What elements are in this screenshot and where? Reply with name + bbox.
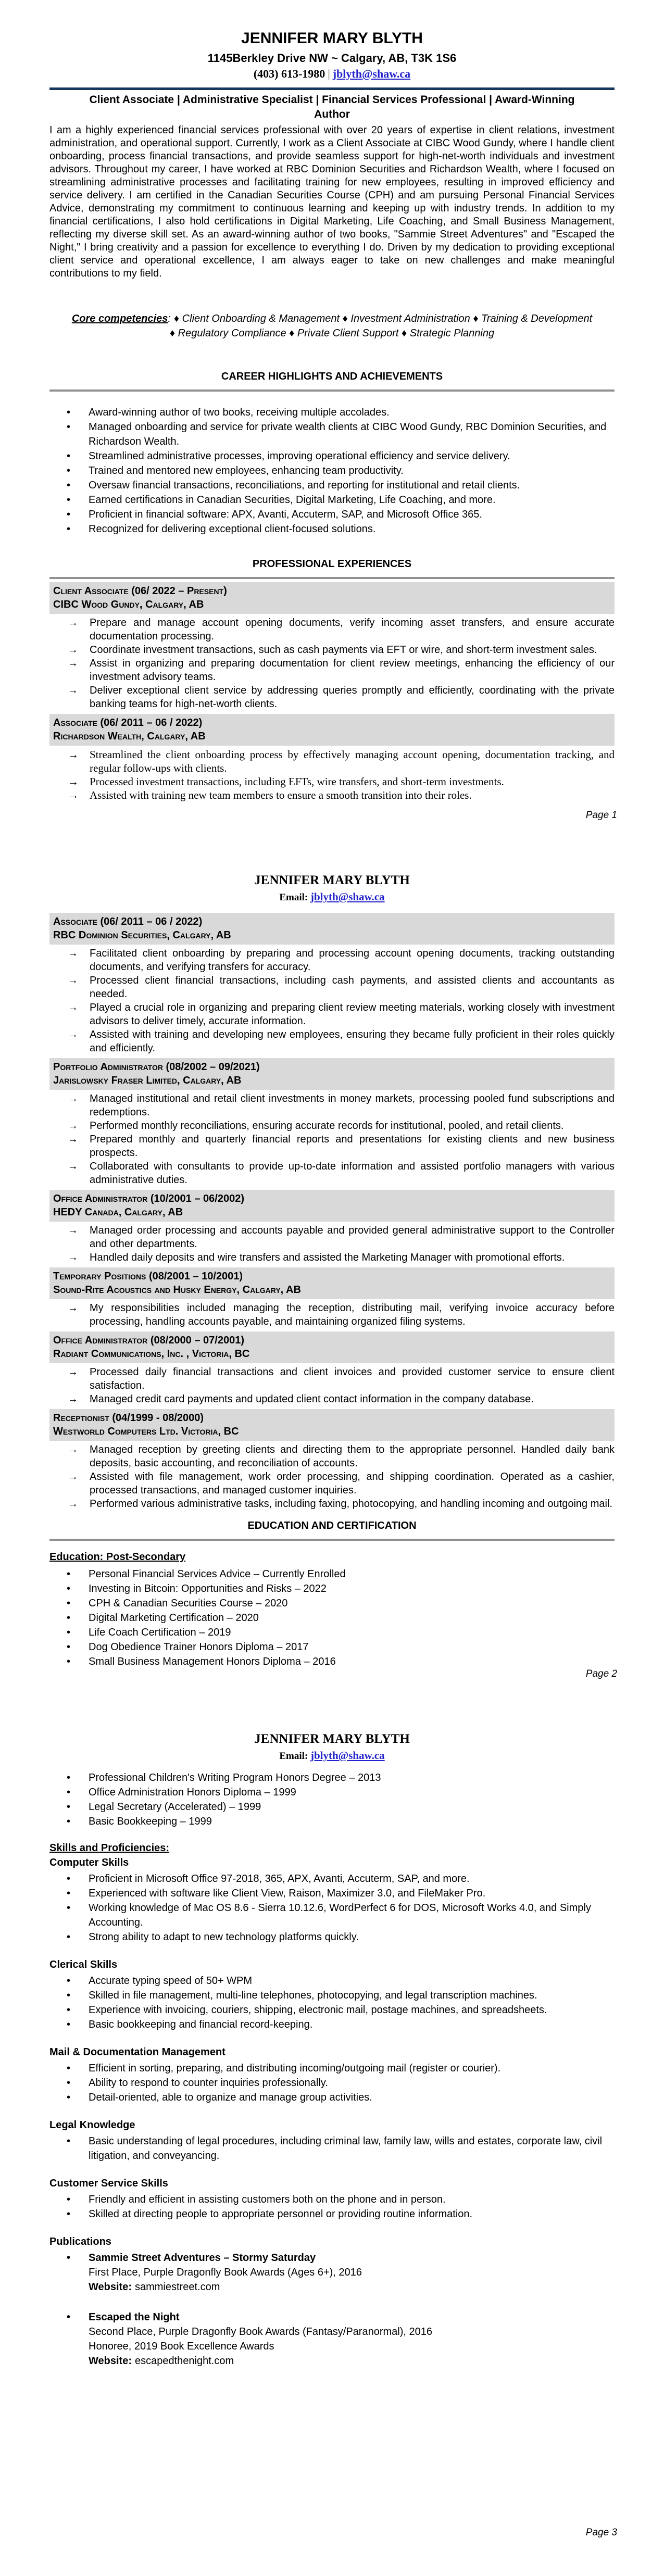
list-item (49, 1160, 615, 1187)
job-company: RBC Dominion Securities, Calgary, AB (53, 929, 231, 941)
list-item (49, 1800, 615, 1814)
list-item (49, 1119, 615, 1133)
skill-bullet-list (49, 1974, 615, 2032)
arrow-bullet-icon: → (68, 658, 78, 669)
publication-website-row (49, 2354, 615, 2368)
arrow-bullet-icon: → (68, 1225, 78, 1236)
bullet-icon: • (67, 1598, 71, 1609)
page-title: JENNIFER MARY BLYTH (241, 30, 423, 47)
list-item (49, 748, 615, 775)
bullet-icon: • (67, 1583, 71, 1594)
skill-bullet-list (49, 1871, 615, 1944)
website-label: Website: (89, 2355, 132, 2367)
list-item (49, 1974, 615, 1988)
skill-bullet-list (49, 2192, 615, 2221)
list-item (49, 1001, 615, 1028)
bullet-text: Managed institutional and retail client investments in money markets, processing pooled fund subscriptions and redemptions. (90, 1093, 615, 1118)
bullet-icon: • (67, 1568, 71, 1580)
skill-bullet-list (49, 2134, 615, 2163)
bullet-text: Processed daily financial transactions and client invoices and provided customer service to ensure client satisfaction. (90, 1366, 615, 1391)
page-header-email (49, 1749, 615, 1763)
list-item (49, 1770, 615, 1785)
bullet-icon: • (67, 1772, 71, 1783)
arrow-bullet-icon: → (68, 1093, 78, 1104)
arrow-bullet-icon: → (68, 1120, 78, 1132)
job-company: Radiant Communications, Inc. , Victoria, BC (53, 1348, 250, 1360)
bullet-icon: • (67, 494, 71, 506)
job-header-bar (49, 1331, 615, 1363)
list-item (49, 1930, 615, 1944)
list-item (49, 493, 615, 507)
job-header-bar (49, 913, 615, 945)
skill-group (49, 2118, 615, 2163)
bullet-text: Legal Secretary (Accelerated) – 1999 (89, 1801, 261, 1813)
job-title: Temporary Positions (08/2001 – 10/2001) (53, 1271, 243, 1282)
bullet-text: Strong ability to adapt to new technology platforms quickly. (89, 1931, 359, 1943)
bullet-icon: • (67, 421, 71, 433)
list-item (49, 1301, 615, 1328)
experience-list-page1 (49, 582, 615, 802)
email-label: Email: (279, 892, 308, 903)
bullet-icon: • (67, 509, 71, 520)
section-title-professional-experiences: PROFESSIONAL EXPERIENCES (252, 558, 412, 570)
bullet-icon: • (67, 2194, 71, 2205)
bullet-text: Facilitated client onboarding by preparing and processing account opening documents, tracking outstanding documents, and verifying transfers for accuracy. (90, 948, 615, 973)
skill-group-title: Customer Service Skills (49, 2178, 168, 2189)
skill-group (49, 2045, 615, 2105)
list-item (49, 1133, 615, 1160)
list-item (49, 1392, 615, 1406)
website-label: Website: (89, 2281, 132, 2293)
bullet-text: Ability to respond to counter inquiries professionally. (89, 2077, 328, 2089)
education-list (49, 1567, 615, 1669)
skill-group (49, 1856, 615, 1944)
list-item (49, 2017, 615, 2032)
skill-bullet-list (49, 2061, 615, 2105)
job-company: Richardson Wealth, Calgary, AB (53, 731, 206, 742)
arrow-bullet-icon: → (68, 617, 78, 629)
job-title: Office Administrator (08/2000 – 07/2001) (53, 1335, 244, 1346)
bullet-text: Collaborated with consultants to provide up-to-date information and assisted portfolio managers with various administrative duties. (90, 1161, 615, 1186)
bullet-text: Dog Obedience Trainer Honors Diploma – 2017 (89, 1641, 309, 1653)
list-item (49, 2076, 615, 2090)
job-company: Westworld Computers Ltd. Victoria, BC (53, 1426, 239, 1437)
bullet-text: Deliver exceptional client service by addressing queries promptly and efficiently, coordinating with the private banking teams for high-net-worth clients. (90, 685, 615, 710)
section-divider (49, 1539, 615, 1541)
page-header-name: JENNIFER MARY BLYTH (254, 873, 410, 887)
bullet-text: Trained and mentored new employees, enhancing team productivity. (89, 465, 404, 476)
list-item (49, 643, 615, 657)
bullet-icon: • (67, 1888, 71, 1899)
list-item (49, 2134, 615, 2163)
job-title: Receptionist (04/1999 - 08/2000) (53, 1412, 204, 1424)
bullet-icon: • (67, 407, 71, 418)
summary-paragraph: I am a highly experienced financial services professional with over 20 years of expertise in client relations, investment administration, and operational support. Currently, I work as a Client Associate at CIBC Wood Gundy, where I handle client onboarding, process financial transactions, and provide seamless support for high-net-worth individuals and investment advisors. Throughout my career, I have worked at RBC Dominion Securities and Richardson Wealth, where I focused on streamlining administrative processes and facilitating training for new employees, resulting in improved efficiency and service delivery. I am certified in the Canadian Securities Course (CPH) and am pursuing Personal Financial Services Advice, demonstrating my commitment to continuous learning and keeping up with industry trends. In addition to my financial certifications, I also hold certifications in Digital Marketing, Life Coaching, and Small Business Management, reflecting my diverse skill set. As an award-winning author of two books, "Sammie Street Adventures" and "Escaped the Night," I bring creativity and a passion for excellence to everything I do. Driven by my dedication to providing exceptional client service and operational excellence, I am always eager to take on new challenges and make meaningful contributions to my field. (49, 124, 615, 279)
bullet-text: Detail-oriented, able to organize and manage group activities. (89, 2092, 372, 2103)
list-item (49, 1625, 615, 1640)
job-title: Office Administrator (10/2001 – 06/2002) (53, 1193, 244, 1204)
page-header-email (49, 890, 615, 904)
list-item (49, 2192, 615, 2207)
list-item (49, 507, 615, 522)
bullet-text: Earned certifications in Canadian Securities, Digital Marketing, Life Coaching, and more. (89, 494, 496, 506)
bullet-icon: • (67, 2208, 71, 2220)
bullet-icon: • (67, 2092, 71, 2103)
list-item (49, 1224, 615, 1251)
page-header-name: JENNIFER MARY BLYTH (254, 1732, 410, 1746)
education-list-continued (49, 1770, 615, 1829)
arrow-bullet-icon: → (68, 1393, 78, 1405)
bullet-text: Basic understanding of legal procedures, including criminal law, family law, wills and estates, corporate law, civil litigation, and conveyancing. (89, 2135, 603, 2162)
job-block (49, 1409, 615, 1511)
job-title: Portfolio Administrator (08/2002 – 09/2021) (53, 1061, 260, 1073)
bullet-text: Assist in organizing and preparing documentation for client review meetings, enhancing the efficiency of our investment advisory teams. (90, 658, 615, 683)
bullet-icon: • (67, 480, 71, 491)
list-item (49, 1785, 615, 1800)
list-item (49, 2061, 615, 2076)
arrow-bullet-icon: → (68, 775, 79, 788)
bullet-text: Skilled in file management, multi-line telephones, photocopying, and legal transcription machines. (89, 1990, 537, 2001)
list-item (49, 1028, 615, 1055)
bullet-text: Experienced with software like Client View, Raison, Maximizer 3.0, and FileMaker Pro. (89, 1888, 486, 1899)
list-item (49, 974, 615, 1001)
list-item (49, 1596, 615, 1611)
list-item (49, 1886, 615, 1901)
job-duties-list (49, 1443, 615, 1511)
list-item (49, 1470, 615, 1497)
job-header-bar (49, 582, 615, 614)
skill-group-title: Legal Knowledge (49, 2119, 135, 2131)
core-competencies (49, 311, 615, 341)
job-duties-list (49, 1301, 615, 1328)
resume-page-3 (0, 1717, 664, 2576)
list-item (49, 657, 615, 684)
job-company: Jarislowsky Fraser Limited, Calgary, AB (53, 1075, 242, 1086)
bullet-text: Assisted with training and developing new employees, ensuring they became fully proficient in their roles quickly and efficiently. (90, 1029, 615, 1054)
section-title-education: EDUCATION AND CERTIFICATION (247, 1520, 417, 1531)
bullet-text: Office Administration Honors Diploma – 1999 (89, 1787, 296, 1798)
bullet-text: Prepare and manage account opening documents, verify incoming asset transfers, and ensure accurate documentation processing. (90, 617, 615, 642)
job-title: Associate (06/ 2011 – 06 / 2022) (53, 717, 203, 728)
phone-number: (403) 613-1980 (253, 67, 325, 80)
list-item (49, 1092, 615, 1119)
list-item (49, 1365, 615, 1392)
job-block (49, 1331, 615, 1406)
job-company: HEDY Canada, Calgary, AB (53, 1207, 183, 1218)
bullet-text: Prepared monthly and quarterly financial reports and presentations for existing clients and new business prospects. (90, 1134, 615, 1159)
list-item (49, 1443, 615, 1470)
bullet-text: Processed client financial transactions, including cash payments, and assisted clients and accountants as needed. (90, 975, 615, 1000)
job-duties-list (49, 748, 615, 802)
skill-group (49, 1958, 615, 2032)
bullet-text: Managed onboarding and service for private wealth clients at CIBC Wood Gundy, RBC Dominion Securities, and Richardson Wealth. (89, 421, 607, 447)
list-item (49, 2207, 615, 2221)
arrow-bullet-icon: → (68, 1444, 78, 1455)
job-header-bar (49, 1058, 615, 1090)
bullet-icon: • (67, 2311, 71, 2323)
list-item (49, 788, 615, 802)
bullet-text: My responsibilities included managing the reception, distributing mail, verifying invoice accuracy before processing, handling accounts payable, and maintaining organized filing systems. (90, 1302, 615, 1327)
publication-website-row (49, 2280, 615, 2294)
resume-page-2 (0, 859, 664, 1717)
list-item (49, 2090, 615, 2105)
bullet-text: Performed monthly reconciliations, ensuring accurate records for institutional, pooled, and retail clients. (90, 1120, 564, 1132)
bullet-text: Recognized for delivering exceptional client-focused solutions. (89, 523, 376, 535)
list-item (49, 2003, 615, 2017)
publication-item (49, 2310, 615, 2368)
job-block (49, 1190, 615, 1264)
list-item (49, 616, 615, 643)
list-item (49, 1581, 615, 1596)
bullet-icon: • (67, 450, 71, 462)
list-item (49, 1640, 615, 1654)
skill-group-title: Clerical Skills (49, 1959, 118, 1970)
bullet-text: Proficient in financial software: APX, Avanti, Accuterm, SAP, and Microsoft Office 365. (89, 509, 482, 520)
bullet-text: Oversaw financial transactions, reconciliations, and reporting for institutional and retail clients. (89, 480, 520, 491)
bullet-text: Skilled at directing people to appropriate personnel or providing routine information. (89, 2208, 473, 2220)
bullet-icon: • (67, 2077, 71, 2089)
bullet-text: Efficient in sorting, preparing, and distributing incoming/outgoing mail (register or courier). (89, 2063, 501, 2074)
bullet-text: Accurate typing speed of 50+ WPM (89, 1975, 253, 1987)
bullet-icon: • (67, 1801, 71, 1813)
bullet-text: Basic bookkeeping and financial record-keeping. (89, 2019, 313, 2030)
publication-detail: First Place, Purple Dragonfly Book Awards (Ages 6+), 2016 (89, 2267, 362, 2278)
bullet-text: Basic Bookkeeping – 1999 (89, 1816, 212, 1827)
skill-group-title: Mail & Documentation Management (49, 2046, 225, 2058)
bullet-text: Performed various administrative tasks, including faxing, photocopying, and handling incoming and outgoing mail. (90, 1498, 612, 1510)
list-item (49, 1871, 615, 1886)
bullet-text: Investing in Bitcoin: Opportunities and Risks – 2022 (89, 1583, 327, 1594)
job-block (49, 1058, 615, 1187)
list-item (49, 1988, 615, 2003)
list-item (49, 1497, 615, 1511)
bullet-text: Experience with invoicing, couriers, shipping, electronic mail, postage machines, and spreadsheets. (89, 2004, 547, 2016)
website-value: escapedthenight.com (134, 2355, 234, 2367)
bullet-text: Handled daily deposits and wire transfers and assisted the Marketing Manager with promotional efforts. (90, 1252, 565, 1263)
job-header-bar (49, 1267, 615, 1299)
job-header-bar (49, 714, 615, 746)
bullet-text: Assisted with training new team members to ensure a smooth transition into their roles. (90, 789, 472, 801)
section-divider (49, 577, 615, 579)
job-title: Associate (06/ 2011 – 06 / 2022) (53, 916, 203, 927)
job-duties-list (49, 1092, 615, 1187)
list-item (49, 775, 615, 788)
list-item (49, 684, 615, 711)
publication-title: Escaped the Night (89, 2311, 180, 2323)
bullet-icon: • (67, 1787, 71, 1798)
list-item (49, 1901, 615, 1930)
job-duties-list (49, 616, 615, 711)
bullet-icon: • (67, 1990, 71, 2001)
email-link[interactable]: jblyth@shaw.ca (310, 1749, 385, 1762)
bullet-text: Working knowledge of Mac OS 8.6 - Sierra 10.12.6, WordPerfect 6 for DOS, Microsoft Works 4.0, and Simply Accounting. (89, 1902, 591, 1928)
skill-group (49, 2177, 615, 2221)
bullet-text: Managed credit card payments and updated client contact information in the company database. (90, 1393, 534, 1405)
skill-group-title: Computer Skills (49, 1857, 129, 1868)
website-value: sammiestreet.com (134, 2281, 220, 2293)
bullet-icon: • (67, 1612, 71, 1624)
bullet-icon: • (67, 1975, 71, 1987)
job-duties-list (49, 947, 615, 1055)
publication-detail: Honoree, 2019 Book Excellence Awards (89, 2341, 274, 2352)
list-item (49, 522, 615, 536)
list-item (49, 1567, 615, 1581)
core-competencies-line2: ♦ Regulatory Compliance ♦ Private Client Support ♦ Strategic Planning (169, 328, 495, 339)
address-line: 1145Berkley Drive NW ~ Calgary, AB, T3K 1S6 (207, 52, 457, 65)
list-item (49, 463, 615, 478)
job-company: CIBC Wood Gundy, Calgary, AB (53, 599, 204, 610)
bullet-icon: • (67, 2135, 71, 2147)
email-link[interactable]: jblyth@shaw.ca (310, 890, 385, 903)
bullet-icon: • (67, 2004, 71, 2016)
bullet-icon: • (67, 523, 71, 535)
bullet-text: Assisted with file management, work order processing, and shipping coordination. Operated as a cashier, processed transactions, and managed customer inquiries. (90, 1471, 615, 1496)
list-item (49, 1251, 615, 1264)
arrow-bullet-icon: → (68, 1252, 78, 1263)
skill-groups (49, 1856, 615, 2221)
list-item (49, 405, 615, 420)
arrow-bullet-icon: → (68, 948, 78, 959)
bullet-icon: • (67, 1902, 71, 1914)
core-competencies-colon: : (168, 313, 171, 324)
job-header-bar (49, 1190, 615, 1222)
publication-item (49, 2251, 615, 2294)
section-divider (49, 389, 615, 392)
arrow-bullet-icon: → (68, 1302, 78, 1314)
email-label: Email: (279, 1751, 308, 1762)
experience-list-page2 (49, 913, 615, 1511)
bullet-text: Processed investment transactions, including EFTs, wire transfers, and short-term investments. (90, 775, 504, 788)
page-number: Page 1 (585, 810, 617, 821)
bullet-text: Award-winning author of two books, receiving multiple accolades. (89, 407, 390, 418)
bullet-text: Coordinate investment transactions, such as cash payments via EFT or wire, and short-term investment sales. (90, 644, 597, 656)
job-header-bar (49, 1409, 615, 1441)
bullet-icon: • (67, 1816, 71, 1827)
job-block (49, 714, 615, 802)
arrow-bullet-icon: → (68, 748, 79, 761)
arrow-bullet-icon: → (68, 644, 78, 656)
page-number: Page 2 (585, 1668, 617, 1679)
arrow-bullet-icon: → (68, 1002, 78, 1013)
publication-detail: Second Place, Purple Dragonfly Book Awards (Fantasy/Paranormal), 2016 (89, 2326, 432, 2338)
publication-details (49, 2324, 615, 2354)
job-title: Client Associate (06/ 2022 – Present) (53, 585, 227, 597)
bullet-text: Personal Financial Services Advice – Currently Enrolled (89, 1568, 346, 1580)
career-highlights-list (49, 405, 615, 536)
bullet-icon: • (67, 2019, 71, 2030)
list-item (49, 1654, 615, 1669)
list-item (49, 420, 615, 449)
bullet-text: Played a crucial role in organizing and preparing client review meeting materials, working closely with investment advisors to deliver timely, accurate information. (90, 1002, 615, 1027)
list-item (49, 1814, 615, 1829)
education-subheading: Education: Post-Secondary (49, 1551, 186, 1563)
bullet-icon: • (67, 1873, 71, 1884)
section-title-career-highlights: CAREER HIGHLIGHTS AND ACHIEVEMENTS (221, 371, 443, 382)
email-link[interactable]: jblyth@shaw.ca (332, 67, 411, 80)
list-item (49, 1611, 615, 1625)
bullet-text: Managed order processing and accounts payable and provided general administrative support to the Controller and other departments. (90, 1225, 615, 1250)
page-number: Page 3 (585, 2527, 617, 2538)
list-item (49, 449, 615, 463)
arrow-bullet-icon: → (68, 1161, 78, 1172)
publication-details (49, 2265, 615, 2280)
arrow-bullet-icon: → (68, 1366, 78, 1378)
bullet-text: Friendly and efficient in assisting customers both on the phone and in person. (89, 2194, 446, 2205)
contact-line (49, 67, 615, 81)
job-block (49, 582, 615, 711)
arrow-bullet-icon: → (68, 1471, 78, 1482)
resume-page-1 (0, 0, 664, 859)
bullet-icon: • (67, 2252, 71, 2264)
arrow-bullet-icon: → (68, 685, 78, 696)
publication-title-row (49, 2310, 615, 2324)
arrow-bullet-icon: → (68, 1029, 78, 1040)
skills-heading: Skills and Proficiencies: (49, 1842, 170, 1854)
bullet-icon: • (67, 1641, 71, 1653)
publication-title: Sammie Street Adventures – Stormy Saturday (89, 2252, 316, 2264)
publications-list (49, 2251, 615, 2368)
bullet-text: Small Business Management Honors Diploma – 2016 (89, 1656, 336, 1667)
job-duties-list (49, 1224, 615, 1264)
job-company: Sound-Rite Acoustics and Husky Energy, Calgary, AB (53, 1284, 301, 1296)
core-competencies-label: Core competencies (71, 313, 168, 324)
arrow-bullet-icon: → (68, 1134, 78, 1145)
bullet-text: Digital Marketing Certification – 2020 (89, 1612, 259, 1624)
bullet-icon: • (67, 2063, 71, 2074)
header-divider (49, 87, 615, 90)
professional-tagline: Client Associate | Administrative Specialist | Financial Services Professional | Award-Winning Author (89, 94, 575, 120)
arrow-bullet-icon: → (68, 1498, 78, 1510)
list-item (49, 947, 615, 974)
bullet-text: Streamlined the client onboarding process by effectively managing account opening, documentation tracking, and regular follow-ups with clients. (90, 748, 615, 774)
core-competencies-line1: ♦ Client Onboarding & Management ♦ Investment Administration ♦ Training & Development (173, 313, 593, 324)
list-item (49, 478, 615, 493)
bullet-icon: • (67, 465, 71, 476)
arrow-bullet-icon: → (68, 789, 79, 801)
bullet-icon: • (67, 1931, 71, 1943)
job-duties-list (49, 1365, 615, 1406)
bullet-icon: • (67, 1627, 71, 1638)
bullet-text: CPH & Canadian Securities Course – 2020 (89, 1598, 288, 1609)
bullet-text: Managed reception by greeting clients and directing them to the appropriate personnel. Handled daily bank deposits, basic accounting, and reconciliation of accounts. (90, 1444, 615, 1469)
contact-separator: | (328, 67, 330, 80)
bullet-text: Proficient in Microsoft Office 97-2018, 365, APX, Avanti, Accuterm, SAP, and more. (89, 1873, 470, 1884)
bullet-text: Streamlined administrative processes, improving operational efficiency and service delivery. (89, 450, 510, 462)
publications-heading: Publications (49, 2236, 111, 2247)
job-block (49, 913, 615, 1055)
job-block (49, 1267, 615, 1328)
publication-title-row (49, 2251, 615, 2265)
bullet-text: Life Coach Certification – 2019 (89, 1627, 231, 1638)
bullet-text: Professional Children's Writing Program Honors Degree – 2013 (89, 1772, 381, 1783)
bullet-icon: • (67, 1656, 71, 1667)
arrow-bullet-icon: → (68, 975, 78, 986)
